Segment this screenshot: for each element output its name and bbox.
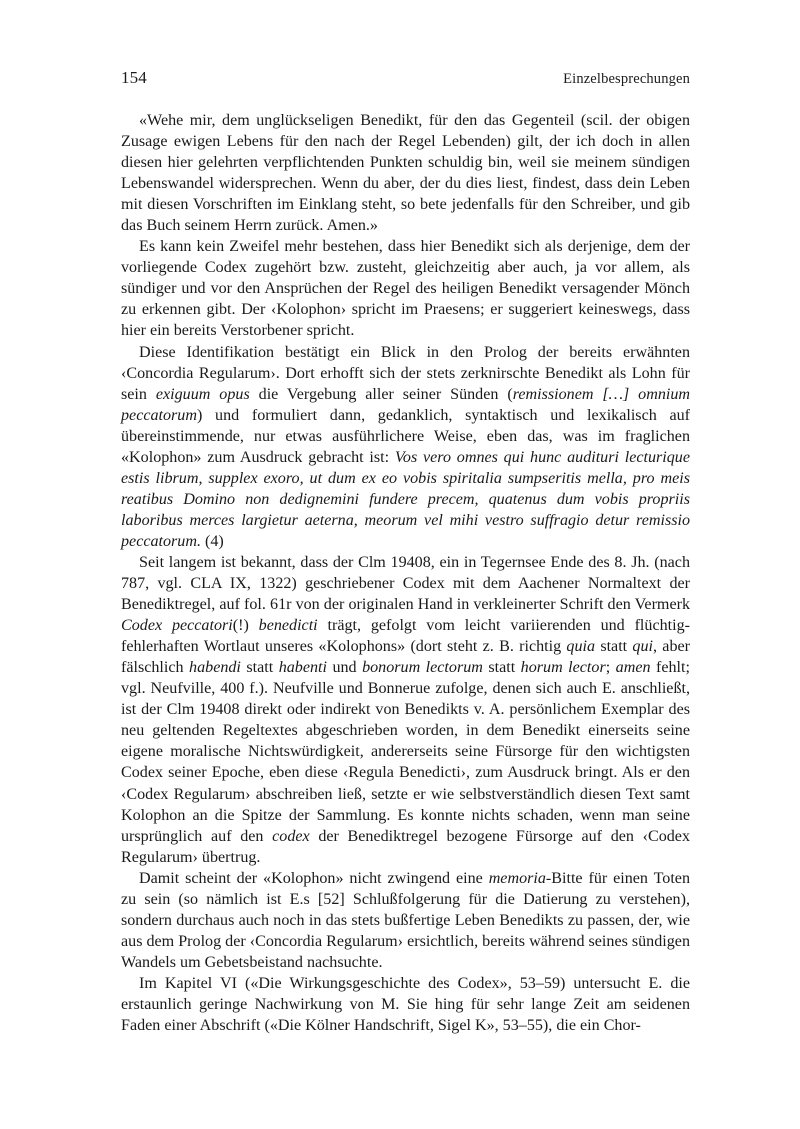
paragraph xyxy=(121,973,690,1036)
paragraph xyxy=(121,868,690,973)
italic-run: benedicti xyxy=(258,617,318,635)
text-run: trägt, gefolgt vom leicht variierenden und flüchtig-fehlerhaften Wortlaut unseres «Kolophons» (dort steht z. B. richtig xyxy=(121,617,690,656)
text-run: Es kann kein Zweifel mehr bestehen, dass hier Benedikt sich als derjenige, dem der vorliegende Codex zugehört bzw. zusteht, gleichzeitig aber auch, ja vor allem, als sündiger und vor den Ansprüchen der Regel des heiligen Benedikt versagender Mönch zu erkennen gibt. Der ‹Kolophon› spricht im Praesens; er suggeriert keineswegs, dass hier ein bereits Verstorbener spricht. xyxy=(121,238,690,340)
italic-run: bonorum lectorum xyxy=(362,659,483,677)
italic-run: codex xyxy=(272,827,310,845)
text-run: (4) xyxy=(201,532,224,550)
italic-run: remissionem […] omnium peccatorum xyxy=(121,385,691,424)
italic-run: amen xyxy=(615,659,651,677)
paragraph xyxy=(121,236,690,341)
running-head xyxy=(121,68,690,89)
italic-run: Codex peccatori xyxy=(121,617,233,635)
italic-run: Vos vero omnes qui hunc audituri lecturique estis librum, supplex exoro, ut dum ex eo vobis spiritalia sumpseritis mella, pro meis reatibus Domino non dedignemini fundere precem, quatenus dum vobis propriis laboribus merces largietur aeterna, meorum vel mihi vestro suffragio detur remissio peccatorum. xyxy=(121,448,690,550)
italic-run: exiguum opus xyxy=(155,385,250,403)
text-run: Diese Identifikation bestätigt ein Blick in den Prolog der bereits erwähnten ‹Concordia Regularum›. Dort erhofft sich der stets zerknirschte Benedikt als Lohn für sein xyxy=(121,343,690,403)
text-run: -Bitte für einen Toten zu sein (so nämlich ist E.s [52] Schlußfolgerung für die Datierung zu verstehen), sondern durchaus auch noch in das stets bußfertige Leben Benedikts zu passen, der, wie aus dem Prolog der ‹Concordia Regularum› ersichtlich, bereits während seines sündigen Wandels um Gebetsbeistand nachsuchte. xyxy=(121,869,690,971)
text-run: fehlt; vgl. Neufville, 400 f.). Neufville und Bonnerue zufolge, denen sich auch E. anschließt, ist der Clm 19408 direkt oder indirekt von Benedikts v. A. persönlichem Exemplar des neu geltenden Regeltextes abgeschrieben worden, in dem Benedikt einerseits seine eigene moralische Nichtswürdigkeit, andererseits seine Fürsorge für den wichtigsten Codex seiner Epoche, eben diese ‹Regula Benedicti›, zum Ausdruck bringt. Als er den ‹Codex Regularum› abschreiben ließ, setzte er wie selbstverständlich diesen Text samt Kolophon an die Spitze der Sammlung. Es konnte nichts schaden, wenn man seine ursprünglich auf den xyxy=(121,659,690,845)
text-run: ) und formuliert dann, gedanklich, syntaktisch und lexikalisch auf übereinstimmende, nur etwas ausführlichere Weise, eben das, was im fraglichen «Kolophon» zum Ausdruck gebracht ist: xyxy=(121,406,690,466)
italic-run: qui xyxy=(632,638,653,656)
paragraph xyxy=(121,110,690,236)
italic-run: quia xyxy=(566,638,596,656)
page-number: 154 xyxy=(121,68,147,87)
italic-run: habenti xyxy=(278,659,327,677)
text-run: Seit langem ist bekannt, dass der Clm 19408, ein in Tegernsee Ende des 8. Jh. (nach 787, vgl. CLA IX, 1322) geschriebener Codex mit dem Aachener Normaltext der Benediktregel, auf fol. 61r von der originalen Hand in verkleinerter Schrift den Vermerk xyxy=(121,553,690,614)
text-run: der Benediktregel bezogene Fürsorge auf den ‹Codex Regularum› übertrug. xyxy=(121,827,690,866)
text-run: ; xyxy=(605,659,616,677)
paragraph xyxy=(121,552,690,868)
text-run: , aber fälschlich xyxy=(121,638,690,677)
italic-run: memoria xyxy=(488,869,546,887)
text-run: statt xyxy=(482,659,521,677)
italic-run: horum lector xyxy=(520,659,606,677)
text-run: «Wehe mir, dem unglückseligen Benedikt, für den das Gegenteil (scil. der obigen Zusage ewigen Lebens für den nach der Regel Lebenden) gilt, der ich doch in allen diesen hier gelehrten verpflichtenden Punkten schuldig bin, weil sie meinem sündigen Lebenswandel widersprechen. Wenn du aber, der du dies liest, findest, dass dein Leben mit diesen Vorschriften im Einklang steht, so bete jedenfalls für den Schreiber, und gib das Buch seinem Herrn zurück. Amen.» xyxy=(121,112,690,235)
text-run: die Vergebung aller seiner Sünden ( xyxy=(249,385,513,403)
italic-run: habendi xyxy=(189,659,241,677)
text-run: Damit scheint der «Kolophon» nicht zwingend eine xyxy=(139,869,489,887)
text-run: Im Kapitel VI («Die Wirkungsgeschichte des Codex», 53–59) untersucht E. die erstaunlich geringe Nachwirkung von M. Sie hing für sehr lange Zeit am seidenen Faden einer Abschrift («Die Kölner Handschrift, Sigel K», 53–55), die ein Chor- xyxy=(121,974,690,1035)
running-head-title: Einzelbesprechungen xyxy=(563,71,690,87)
paragraph xyxy=(121,342,690,552)
text-run: statt xyxy=(240,659,279,677)
body-text-block xyxy=(121,110,690,1036)
text-run: statt xyxy=(595,638,633,656)
text-run: und xyxy=(326,659,363,677)
text-run: (!) xyxy=(232,617,259,635)
